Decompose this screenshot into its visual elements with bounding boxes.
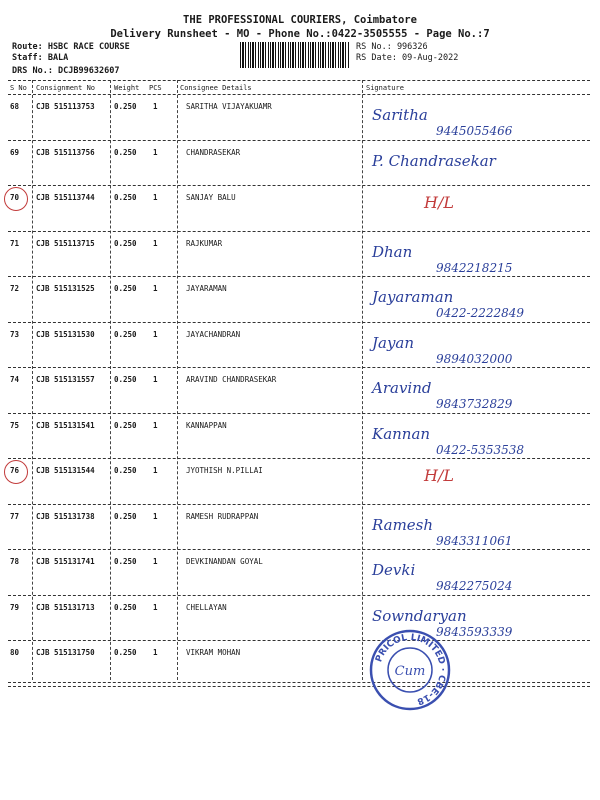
row-pcs: 1 <box>153 557 158 566</box>
col-weight-header: Weight <box>114 84 140 92</box>
row-sno: 80 <box>10 648 20 657</box>
col-consignee-header: Consignee Details <box>180 84 252 92</box>
rs-number: RS No.: 996326 <box>356 42 428 52</box>
row-signature: Ramesh <box>372 515 434 534</box>
company-seal-stamp <box>368 628 452 712</box>
row-divider <box>8 640 590 641</box>
row-pcs: 1 <box>153 147 158 157</box>
row-phone-handwritten: 0422-2222849 <box>436 306 525 320</box>
row-consignment-no: CJB 515131541 <box>36 420 95 430</box>
row-sno: 76 <box>10 466 20 475</box>
row-consignment-no: CJB 515131530 <box>36 329 95 339</box>
table-end-rule <box>8 682 590 683</box>
row-consignment-no: CJB 515113715 <box>36 238 95 248</box>
row-weight: 0.250 <box>114 329 137 339</box>
row-divider <box>8 367 590 368</box>
row-sno: 78 <box>10 557 20 566</box>
row-consignment-no: CJB 515131525 <box>36 284 95 293</box>
row-consignment-no: CJB 515131713 <box>36 602 95 612</box>
row-consignee: CHELLAYAN <box>186 602 227 612</box>
row-pcs: 1 <box>153 602 158 612</box>
header-rule-top <box>8 80 590 81</box>
svg-text:Cum: Cum <box>394 664 426 679</box>
row-divider <box>8 322 590 323</box>
row-signature: Jayan <box>372 333 415 352</box>
drs-number: DRS No.: DCJB99632607 <box>12 66 120 76</box>
row-consignment-no: CJB 515131544 <box>36 466 95 475</box>
route-label: Route: HSBC RACE COURSE <box>12 42 130 52</box>
row-signature: Devki <box>372 561 416 579</box>
row-pcs: 1 <box>153 420 158 430</box>
row-sno: 69 <box>10 147 20 157</box>
row-divider <box>8 413 590 414</box>
row-phone-handwritten: 9842275024 <box>436 579 513 593</box>
row-consignment-no: CJB 515131750 <box>36 648 95 657</box>
document-title: THE PROFESSIONAL COURIERS, Coimbatore <box>183 14 417 26</box>
col-sno-header: S No <box>10 84 27 92</box>
row-signature: Jayaraman <box>372 288 454 306</box>
row-weight: 0.250 <box>114 284 137 293</box>
row-pcs: 1 <box>153 193 158 202</box>
row-consignee: JAYARAMAN <box>186 284 227 293</box>
row-consignee: RAMESH RUDRAPPAN <box>186 511 259 521</box>
row-sno: 74 <box>10 375 20 384</box>
row-divider <box>8 140 590 141</box>
row-pcs: 1 <box>153 102 158 111</box>
row-consignee: SARITHA VIJAYAKUAMR <box>186 102 272 111</box>
row-phone-handwritten: 9445055466 <box>436 124 513 138</box>
row-sno: 72 <box>10 284 20 293</box>
column-rule <box>362 80 363 680</box>
row-pcs: 1 <box>153 284 158 293</box>
staff-label: Staff: BALA <box>12 53 69 63</box>
row-pcs: 1 <box>153 329 158 339</box>
row-signature: Saritha <box>372 106 428 124</box>
row-sno: 75 <box>10 420 20 430</box>
column-rule <box>32 80 33 680</box>
row-weight: 0.250 <box>114 557 137 566</box>
barcode-image <box>240 42 350 68</box>
row-phone-handwritten: 9894032000 <box>436 351 513 366</box>
row-pcs: 1 <box>153 238 158 248</box>
row-consignee: ARAVIND CHANDRASEKAR <box>186 375 277 384</box>
row-signature: Aravind <box>372 379 432 397</box>
row-weight: 0.250 <box>114 238 137 248</box>
row-phone-handwritten: 9842218215 <box>436 260 513 275</box>
col-consignment-header: Consignment No <box>36 84 96 92</box>
row-phone-handwritten: 9843593339 <box>436 624 513 639</box>
row-consignee: VIKRAM MOHAN <box>186 648 241 657</box>
row-weight: 0.250 <box>114 193 137 202</box>
row-signature: Kannan <box>372 424 431 443</box>
row-pcs: 1 <box>153 375 158 384</box>
row-consignment-no: CJB 515131738 <box>36 511 95 521</box>
row-consignee: KANNAPPAN <box>186 420 227 430</box>
row-weight: 0.250 <box>114 375 137 384</box>
row-consignee: JAYACHANDRAN <box>186 329 241 339</box>
row-divider <box>8 595 590 596</box>
row-circle-mark <box>4 460 28 484</box>
row-sno: 79 <box>10 602 20 612</box>
row-consignment-no: CJB 515131741 <box>36 557 95 566</box>
row-sno: 73 <box>10 329 20 339</box>
row-consignee: SANJAY BALU <box>186 193 236 202</box>
row-weight: 0.250 <box>114 102 137 111</box>
row-pcs: 1 <box>153 648 158 657</box>
header-rule-bottom <box>8 94 590 95</box>
row-weight: 0.250 <box>114 147 137 157</box>
row-sno: 70 <box>10 193 20 202</box>
row-circle-mark <box>4 187 28 211</box>
col-signature-header: Signature <box>366 84 404 92</box>
row-consignee: RAJKUMAR <box>186 238 223 248</box>
row-divider <box>8 549 590 550</box>
row-sno: 77 <box>10 511 20 521</box>
row-weight: 0.250 <box>114 648 137 657</box>
rs-date: RS Date: 09-Aug-2022 <box>356 53 459 63</box>
row-divider <box>8 504 590 505</box>
row-sno: 68 <box>10 102 20 111</box>
row-signature: Sowndaryan <box>372 606 467 625</box>
row-consignee: JYOTHISH N.PILLAI <box>186 466 263 475</box>
row-pcs: 1 <box>153 511 158 521</box>
row-weight: 0.250 <box>114 420 137 430</box>
col-pcs-header: PCS <box>149 84 162 92</box>
row-weight: 0.250 <box>114 602 137 612</box>
row-weight: 0.250 <box>114 511 137 521</box>
row-weight: 0.250 <box>114 466 137 475</box>
row-holdover-mark: H/L <box>424 466 454 485</box>
row-divider <box>8 231 590 232</box>
row-consignee: CHANDRASEKAR <box>186 147 241 157</box>
row-holdover-mark: H/L <box>424 193 454 212</box>
row-consignment-no: CJB 515113744 <box>36 193 95 202</box>
svg-text:PRICOL LIMITED · CBE-18: PRICOL LIMITED · CBE-18 <box>374 632 448 707</box>
row-sno: 71 <box>10 238 20 248</box>
row-consignment-no: CJB 515131557 <box>36 375 95 384</box>
row-divider <box>8 276 590 277</box>
row-divider <box>8 185 590 186</box>
row-divider <box>8 458 590 459</box>
column-rule <box>177 80 178 680</box>
row-signature: Dhan <box>372 242 413 261</box>
document-subtitle: Delivery Runsheet - MO - Phone No.:0422-3505555 - Page No.:7 <box>110 28 490 40</box>
column-rule <box>110 80 111 680</box>
row-consignee: DEVKINANDAN GOYAL <box>186 557 263 566</box>
row-consignment-no: CJB 515113756 <box>36 147 95 157</box>
row-phone-handwritten: 9843732829 <box>436 397 513 411</box>
row-pcs: 1 <box>153 466 158 475</box>
row-phone-handwritten: 0422-5353538 <box>436 442 525 457</box>
row-consignment-no: CJB 515113753 <box>36 102 95 111</box>
row-signature: P. Chandrasekar <box>372 151 496 170</box>
row-phone-handwritten: 9843311061 <box>436 533 513 548</box>
row-divider <box>8 686 590 687</box>
